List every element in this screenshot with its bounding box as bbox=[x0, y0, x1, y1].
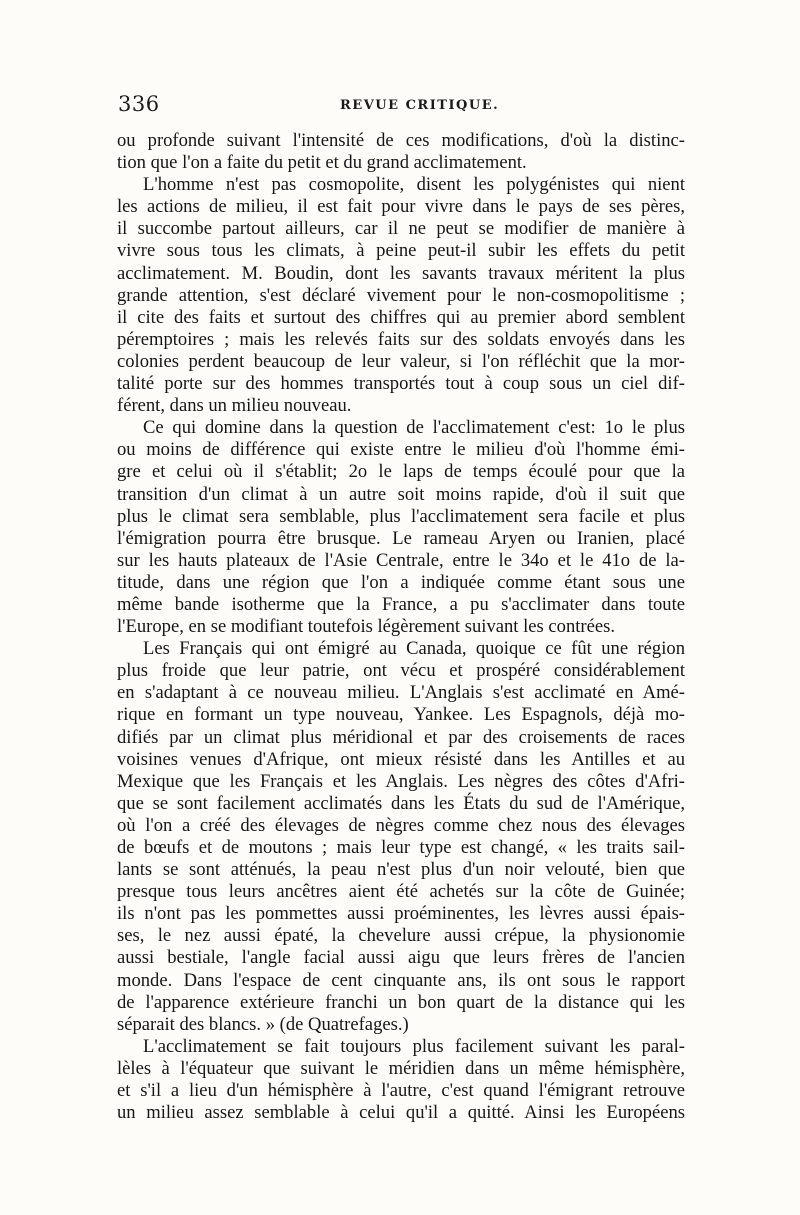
text-line: un milieu assez semblable à celui qu'il a quitté. Ainsi les Européens bbox=[117, 1102, 685, 1124]
paragraph-first-line: Les Français qui ont émigré au Canada, quoique ce fût une région bbox=[143, 638, 685, 660]
text-line: gre et celui où il s'établit; 2o le laps de temps écoulé pour que la bbox=[117, 461, 685, 483]
text-line: lèles à l'équateur que suivant le méridien dans un même hémisphère, bbox=[117, 1057, 685, 1079]
text-line: l'Europe, en se modifiant toutefois légèrement suivant les contrées. bbox=[117, 616, 616, 638]
text-line: où l'on a créé des élevages de nègres comme chez nous des élevages bbox=[117, 814, 685, 836]
text-line: ou profonde suivant l'intensité de ces modifications, d'où la distinc- bbox=[117, 130, 685, 151]
text-line: même bande isotherme que la France, a pu s'acclimater dans toute bbox=[117, 593, 685, 615]
text-line: sur les hauts plateaux de l'Asie Centrale, entre le 34o et le 41o de la- bbox=[117, 549, 685, 571]
text-line: en s'adaptant à ce nouveau milieu. L'Anglais s'est acclimaté en Amé- bbox=[117, 682, 685, 704]
text-line: vivre sous tous les climats, à peine peut-il subir les effets du petit bbox=[117, 240, 685, 262]
paragraph-first-line: L'acclimatement se fait toujours plus facilement suivant les paral- bbox=[143, 1035, 685, 1057]
text-line: ils n'ont pas les pommettes aussi proéminentes, les lèvres aussi épais- bbox=[117, 903, 685, 925]
text-line: transition d'un climat à un autre soit moins rapide, d'où il suit que bbox=[117, 483, 685, 505]
text-line: voisines venues d'Afrique, ont mieux résisté dans les Antilles et au bbox=[117, 748, 685, 770]
text-line: acclimatement. M. Boudin, dont les savants travaux méritent la plus bbox=[117, 262, 685, 284]
text-line: séparait des blancs. » (de Quatrefages.) bbox=[117, 1013, 409, 1035]
text-line: presque tous leurs ancêtres aient été achetés sur la côte de Guinée; bbox=[117, 881, 685, 903]
page-number: 336 bbox=[118, 92, 160, 116]
paragraph-first-line: Ce qui domine dans la question de l'acclimatement c'est: 1o le plus bbox=[143, 417, 685, 439]
text-line: ses, le nez aussi épaté, la chevelure aussi crépue, la physionomie bbox=[117, 925, 685, 947]
text-line: rique en formant un type nouveau, Yankee. Les Espagnols, déjà mo- bbox=[117, 704, 685, 726]
text-line: de l'apparence extérieure franchi un bon quart de la distance qui les bbox=[117, 991, 685, 1013]
text-line: férent, dans un milieu nouveau. bbox=[117, 395, 352, 417]
text-line: ou moins de différence qui existe entre le milieu d'où l'homme émi- bbox=[117, 439, 685, 461]
text-line: il cite des faits et surtout des chiffres qui au premier abord semblent bbox=[117, 306, 685, 328]
text-line: les actions de milieu, il est fait pour vivre dans le pays de ses pères, bbox=[117, 196, 685, 218]
paragraph-first-line: L'homme n'est pas cosmopolite, disent les polygénistes qui nient bbox=[143, 174, 685, 196]
text-line: plus le climat sera semblable, plus l'acclimatement sera facile et plus bbox=[117, 505, 685, 527]
text-line: tion que l'on a faite du petit et du grand acclimatement. bbox=[117, 152, 527, 174]
text-line: péremptoires ; mais les relevés faits sur des soldats envoyés dans les bbox=[117, 328, 685, 350]
page-header bbox=[118, 92, 678, 122]
text-line: Mexique que les Français et les Anglais. Les nègres des côtes d'Afri- bbox=[117, 770, 685, 792]
text-line: talité porte sur des hommes transportés tout à coup sous un ciel dif- bbox=[117, 373, 685, 395]
text-line: colonies perdent beaucoup de leur valeur, si l'on réfléchit que la mor- bbox=[117, 350, 685, 372]
text-line: monde. Dans l'espace de cent cinquante ans, ils ont sous le rapport bbox=[117, 969, 685, 991]
text-line: grande attention, s'est déclaré vivement pour le non-cosmopolitisme ; bbox=[117, 284, 685, 306]
text-line: titude, dans une région que l'on a indiquée comme étant sous une bbox=[117, 571, 685, 593]
running-head: REVUE CRITIQUE. bbox=[340, 98, 500, 113]
text-line: difiés par un climat plus méridional et par des croisements de races bbox=[117, 726, 685, 748]
text-line: aussi bestiale, l'angle facial aussi aigu que leurs frères de l'ancien bbox=[117, 947, 685, 969]
text-line: de bœufs et de moutons ; mais leur type est changé, « les traits sail- bbox=[117, 837, 685, 858]
text-line: et s'il a lieu d'un hémisphère à l'autre, c'est quand l'émigrant retrouve bbox=[117, 1080, 685, 1102]
text-line: plus froide que leur patrie, ont vécu et prospéré considérablement bbox=[117, 660, 685, 682]
text-line: l'émigration pourra être brusque. Le rameau Aryen ou Iranien, placé bbox=[117, 527, 685, 549]
text-line: lants se sont atténués, la peau n'est plus d'un noir velouté, bien que bbox=[117, 859, 685, 881]
text-line: il succombe partout ailleurs, car il ne peut se modifier de manière à bbox=[117, 218, 685, 240]
body-text bbox=[117, 130, 685, 1124]
text-line: que se sont facilement acclimatés dans les États du sud de l'Amérique, bbox=[117, 792, 685, 814]
